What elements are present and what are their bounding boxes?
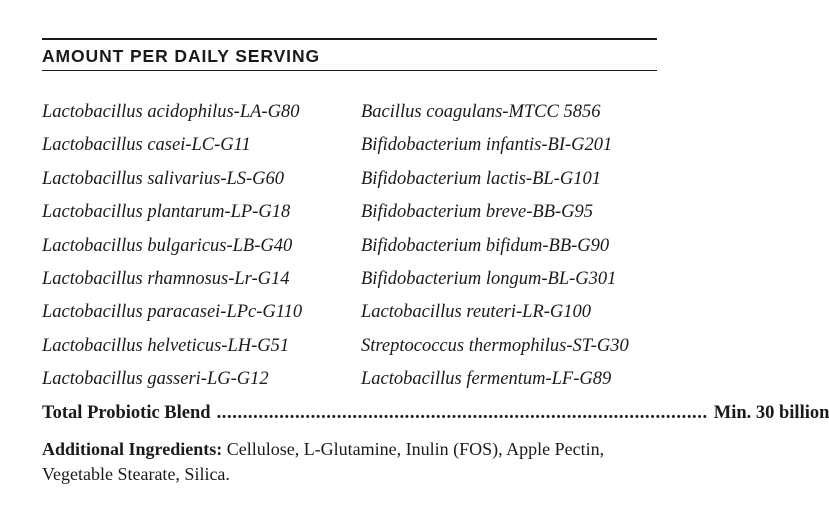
strain-item: Bifidobacterium infantis-BI-G201 [361,135,613,156]
serving-heading: AMOUNT PER DAILY SERVING [42,46,320,66]
strain-item: Bifidobacterium breve-BB-G95 [361,202,594,223]
strain-column-left [42,96,302,397]
total-blend-row [42,403,829,431]
strain-list [42,96,657,397]
strain-column-right [361,96,629,397]
strain-item: Lactobacillus bulgaricus-LB-G40 [42,235,293,256]
heading-rule [42,70,657,71]
strain-item: Bifidobacterium bifidum-BB-G90 [361,235,610,256]
strain-item: Lactobacillus paracasei-LPc-G110 [42,302,303,323]
total-value: Min. 30 billion [713,403,829,423]
supplement-facts-panel [42,38,829,505]
strain-item: Lactobacillus casei-LC-G11 [42,135,251,156]
dot-leader: .............................................................................................. [216,403,708,423]
total-label: Total Probiotic Blend [42,403,211,423]
strain-item: Streptococcus thermophilus-ST-G30 [361,335,629,356]
strain-item: Lactobacillus salivarius-LS-G60 [42,168,285,189]
strain-item: Lactobacillus rhamnosus-Lr-G14 [42,268,290,289]
strain-item: Lactobacillus acidophilus-LA-G80 [42,102,300,122]
strain-item: Bifidobacterium longum-BL-G301 [361,268,617,289]
strain-item: Lactobacillus plantarum-LP-G18 [42,202,291,223]
strain-item: Lactobacillus reuteri-LR-G100 [361,302,592,323]
strain-item: Lactobacillus helveticus-LH-G51 [42,335,290,356]
additional-label: Additional Ingredients: [42,439,223,459]
additional-text: Cellulose, L-Glutamine, Inulin (FOS), Apple Pectin, Vegetable Stearate, Silica. [42,439,605,484]
additional-ingredients [42,437,657,487]
strain-item: Lactobacillus gasseri-LG-G12 [42,369,269,390]
strain-item: Lactobacillus fermentum-LF-G89 [361,369,612,390]
strain-item: Bacillus coagulans-MTCC 5856 [361,102,601,122]
strain-item: Bifidobacterium lactis-BL-G101 [361,168,601,189]
